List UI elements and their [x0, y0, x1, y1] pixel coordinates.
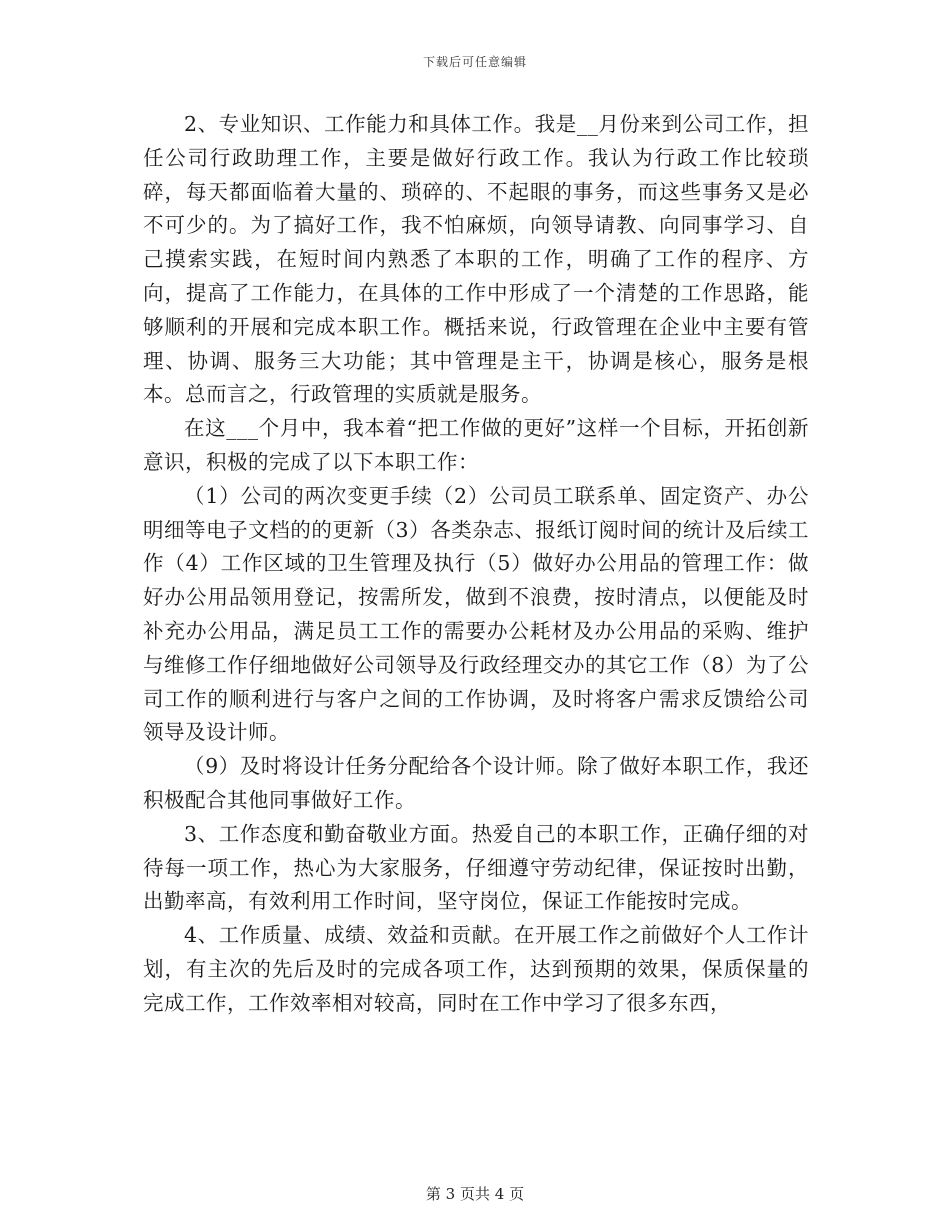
document-body: [143, 108, 809, 1021]
page-number: 第 3 页共 4 页: [425, 1185, 525, 1203]
paragraph-work-attitude: 3、工作态度和勤奋敬业方面。热爱自己的本职工作，正确仔细的对待每一项工作，热心为大家服务，仔细遵守劳动纪律，保证按时出勤，出勤率高，有效利用工作时间，坚守岗位，保证工作能按时完成。: [143, 821, 809, 914]
header-note: 下载后可任意编辑: [422, 55, 527, 69]
paragraph-duties-list: （1）公司的两次变更手续（2）公司员工联系单、固定资产、办公明细等电子文档的的更新（3）各类杂志、报纸订阅时间的统计及后续工作（4）工作区域的卫生管理及执行（5）做好办公用品的管理工作：做好办公用品领用登记，按需所发，做到不浪费，按时清点，以便能及时补充办公用品，满足员工工作的需要办公耗材及办公用品的采购、维护与维修工作仔细地做好公司领导及行政经理交办的其它工作（8）为了公司工作的顺利进行与客户之间的工作协调，及时将客户需求反馈给公司领导及设计师。: [143, 483, 809, 745]
paragraph-professional-knowledge: 2、专业知识、工作能力和具体工作。我是__月份来到公司工作，担任公司行政助理工作，主要是做好行政工作。我认为行政工作比较琐碎，每天都面临着大量的、琐碎的、不起眼的事务，而这些事务又是必不可少的。为了搞好工作，我不怕麻烦，向领导请教、向同事学习、自己摸索实践，在短时间内熟悉了本职的工作，明确了工作的程序、方向，提高了工作能力，在具体的工作中形成了一个清楚的工作思路，能够顺利的开展和完成本职工作。概括来说，行政管理在企业中主要有管理、协调、服务三大功能；其中管理是主干，协调是核心，服务是根本。总而言之，行政管理的实质就是服务。: [143, 112, 809, 407]
paragraph-month-summary: 在这___个月中，我本着“把工作做的更好”这样一个目标，开拓创新意识，积极的完成了以下本职工作：: [143, 416, 809, 474]
paragraph-design-tasks: （9）及时将设计任务分配给各个设计师。除了做好本职工作，我还积极配合其他同事做好工作。: [143, 754, 809, 812]
paragraph-work-quality: 4、工作质量、成绩、效益和贡献。在开展工作之前做好个人工作计划，有主次的先后及时的完成各项工作，达到预期的效果，保质保量的完成工作，工作效率相对较高，同时在工作中学习了很多东西，: [143, 923, 809, 1015]
